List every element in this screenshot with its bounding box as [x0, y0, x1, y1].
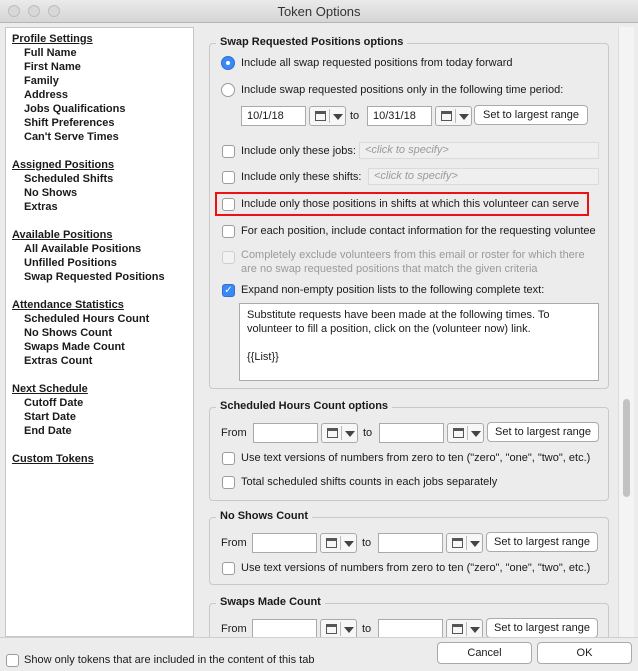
token-end-date[interactable]: End Date — [24, 425, 72, 437]
token-first-name[interactable]: First Name — [24, 61, 81, 73]
hours-options-group — [209, 400, 609, 501]
swaps-made-options-title: Swaps Made Count — [216, 596, 325, 608]
separator — [341, 426, 342, 440]
chevron-down-icon — [471, 431, 481, 437]
token-scheduled-hours-count[interactable]: Scheduled Hours Count — [24, 313, 150, 325]
radio-today-forward[interactable] — [221, 56, 235, 70]
window-title: Token Options — [277, 4, 361, 19]
token-no-shows-count[interactable]: No Shows Count — [24, 327, 112, 339]
separator — [340, 622, 341, 636]
chevron-down-icon — [344, 541, 354, 547]
noshows-from-calendar-button[interactable] — [320, 533, 357, 553]
section-available-positions[interactable]: Available Positions — [12, 229, 113, 241]
hours-from-input[interactable] — [253, 423, 318, 443]
radio-time-period-label[interactable]: Include swap requested positions only in the following time period: — [241, 84, 564, 96]
hours-text-versions-label[interactable]: Use text versions of numbers from zero to ten ("zero", "one", "two", etc.) — [241, 452, 591, 464]
hours-total-separately-label[interactable]: Total scheduled shifts counts in each jobs separately — [241, 476, 498, 488]
swaps-made-from-label: From — [221, 623, 247, 635]
text-line-3: {{List}} — [247, 351, 279, 363]
calendar-icon — [453, 428, 464, 438]
calendar-icon — [452, 538, 463, 548]
swap-options-title: Swap Requested Positions options — [216, 36, 407, 48]
swaps-made-from-input[interactable] — [252, 619, 317, 637]
noshows-text-versions-checkbox[interactable] — [222, 562, 235, 575]
token-swap-requested-positions[interactable]: Swap Requested Positions — [24, 271, 165, 283]
show-only-included-label[interactable]: Show only tokens that are included in the content of this tab — [24, 654, 315, 666]
token-family[interactable]: Family — [24, 75, 59, 87]
token-address[interactable]: Address — [24, 89, 69, 101]
swap-to-calendar-button[interactable] — [435, 106, 472, 126]
noshows-largest-range-button[interactable]: Set to largest range — [486, 532, 598, 552]
token-cant-serve-times[interactable]: Can't Serve Times — [24, 131, 119, 143]
vertical-scrollbar[interactable] — [618, 27, 634, 637]
chevron-down-icon — [470, 541, 480, 547]
hours-to-calendar-button[interactable] — [447, 423, 484, 443]
chevron-down-icon — [345, 431, 355, 437]
swaps-made-to-label: to — [362, 623, 372, 635]
exclude-volunteers-checkbox[interactable] — [222, 251, 235, 264]
hours-from-calendar-button[interactable] — [321, 423, 358, 443]
contact-info-checkbox[interactable] — [222, 225, 235, 238]
separator — [467, 426, 468, 440]
shifts-specify-field[interactable]: <click to specify> — [368, 168, 599, 185]
swap-options-group — [209, 36, 609, 389]
exclude-volunteers-label-line1: Completely exclude volunteers from this email or roster for which there — [241, 249, 585, 261]
scrollbar-thumb[interactable] — [623, 399, 630, 497]
chevron-down-icon — [470, 627, 480, 633]
calendar-icon — [315, 111, 326, 121]
calendar-icon — [452, 624, 463, 634]
title-bar — [0, 0, 638, 23]
calendar-icon — [326, 624, 337, 634]
jobs-checkbox[interactable] — [222, 145, 235, 158]
text-line-1: Substitute requests have been made at the following times. To — [247, 309, 550, 321]
token-unfilled-positions[interactable]: Unfilled Positions — [24, 257, 117, 269]
swaps-made-to-calendar-button[interactable] — [446, 619, 483, 637]
radio-time-period[interactable] — [221, 83, 235, 97]
token-no-shows[interactable]: No Shows — [24, 187, 78, 199]
hours-largest-range-button[interactable]: Set to largest range — [487, 422, 599, 442]
text-line-2: volunteer to fill a position, click on the (volunteer now) link. — [247, 323, 531, 335]
section-next-schedule[interactable]: Next Schedule — [12, 383, 88, 395]
separator — [466, 622, 467, 636]
swaps-made-largest-range-button[interactable]: Set to largest range — [486, 618, 598, 637]
hours-to-input[interactable] — [379, 423, 444, 443]
token-swaps-made-count[interactable]: Swaps Made Count — [24, 341, 125, 353]
hours-options-title: Scheduled Hours Count options — [216, 400, 392, 412]
dialog-footer — [0, 637, 638, 671]
hours-to-label: to — [363, 427, 373, 439]
shifts-checkbox[interactable] — [222, 171, 235, 184]
section-custom-tokens[interactable]: Custom Tokens — [12, 453, 94, 465]
jobs-label[interactable]: Include only these jobs: — [241, 145, 356, 157]
noshows-from-label: From — [221, 537, 247, 549]
can-serve-label[interactable]: Include only those positions in shifts at which this volunteer can serve — [241, 198, 580, 210]
calendar-icon — [327, 428, 338, 438]
swap-to-date-input[interactable]: 10/31/18 — [367, 106, 432, 126]
swap-from-date-input[interactable]: 10/1/18 — [241, 106, 306, 126]
calendar-icon — [441, 111, 452, 121]
token-shift-preferences[interactable]: Shift Preferences — [24, 117, 115, 129]
swap-largest-range-button[interactable]: Set to largest range — [474, 105, 588, 125]
swap-from-calendar-button[interactable] — [309, 106, 346, 126]
noshows-options-group — [209, 510, 609, 585]
token-full-name[interactable]: Full Name — [24, 47, 77, 59]
hours-from-label: From — [221, 427, 247, 439]
swaps-made-options-group — [209, 596, 609, 637]
radio-today-forward-label[interactable]: Include all swap requested positions from today forward — [241, 57, 513, 69]
noshows-text-versions-label[interactable]: Use text versions of numbers from zero to ten ("zero", "one", "two", etc.) — [241, 562, 591, 574]
separator — [466, 536, 467, 550]
token-extras[interactable]: Extras — [24, 201, 58, 213]
token-jobs-qualifications[interactable]: Jobs Qualifications — [24, 103, 126, 115]
separator — [329, 109, 330, 123]
swaps-made-to-input[interactable] — [378, 619, 443, 637]
expand-lists-label[interactable]: Expand non-empty position lists to the following complete text: — [241, 284, 545, 296]
chevron-down-icon — [333, 114, 343, 120]
swaps-made-from-calendar-button[interactable] — [320, 619, 357, 637]
noshows-from-input[interactable] — [252, 533, 317, 553]
cancel-button[interactable]: Cancel — [437, 642, 532, 664]
separator — [455, 109, 456, 123]
calendar-icon — [326, 538, 337, 548]
noshows-to-input[interactable] — [378, 533, 443, 553]
jobs-specify-field[interactable]: <click to specify> — [359, 142, 599, 159]
expand-lists-checkbox[interactable]: ✓ — [222, 284, 235, 297]
section-profile-settings[interactable]: Profile Settings — [12, 33, 93, 45]
hours-text-versions-checkbox[interactable] — [222, 452, 235, 465]
noshows-to-label: to — [362, 537, 372, 549]
complete-text-area[interactable] — [239, 303, 599, 381]
section-assigned-positions[interactable]: Assigned Positions — [12, 159, 115, 171]
ok-button[interactable]: OK — [537, 642, 632, 664]
chevron-down-icon — [459, 114, 469, 120]
token-cutoff-date[interactable]: Cutoff Date — [24, 397, 84, 409]
options-panel — [196, 27, 618, 637]
section-attendance-statistics[interactable]: Attendance Statistics — [12, 299, 124, 311]
hours-total-separately-checkbox[interactable] — [222, 476, 235, 489]
noshows-options-title: No Shows Count — [216, 510, 312, 522]
token-extras-count[interactable]: Extras Count — [24, 355, 93, 367]
token-start-date[interactable]: Start Date — [24, 411, 76, 423]
show-only-included-checkbox[interactable] — [6, 654, 19, 667]
exclude-volunteers-label-line2: are no swap requested positions that match the given criteria — [241, 263, 538, 275]
token-all-available-positions[interactable]: All Available Positions — [24, 243, 142, 255]
swap-to-label: to — [350, 110, 360, 122]
chevron-down-icon — [344, 627, 354, 633]
token-list-panel — [5, 27, 194, 637]
token-scheduled-shifts[interactable]: Scheduled Shifts — [24, 173, 114, 185]
separator — [340, 536, 341, 550]
shifts-label[interactable]: Include only these shifts: — [241, 171, 362, 183]
noshows-to-calendar-button[interactable] — [446, 533, 483, 553]
can-serve-checkbox[interactable] — [222, 198, 235, 211]
contact-info-label[interactable]: For each position, include contact information for the requesting voluntee — [241, 225, 596, 237]
